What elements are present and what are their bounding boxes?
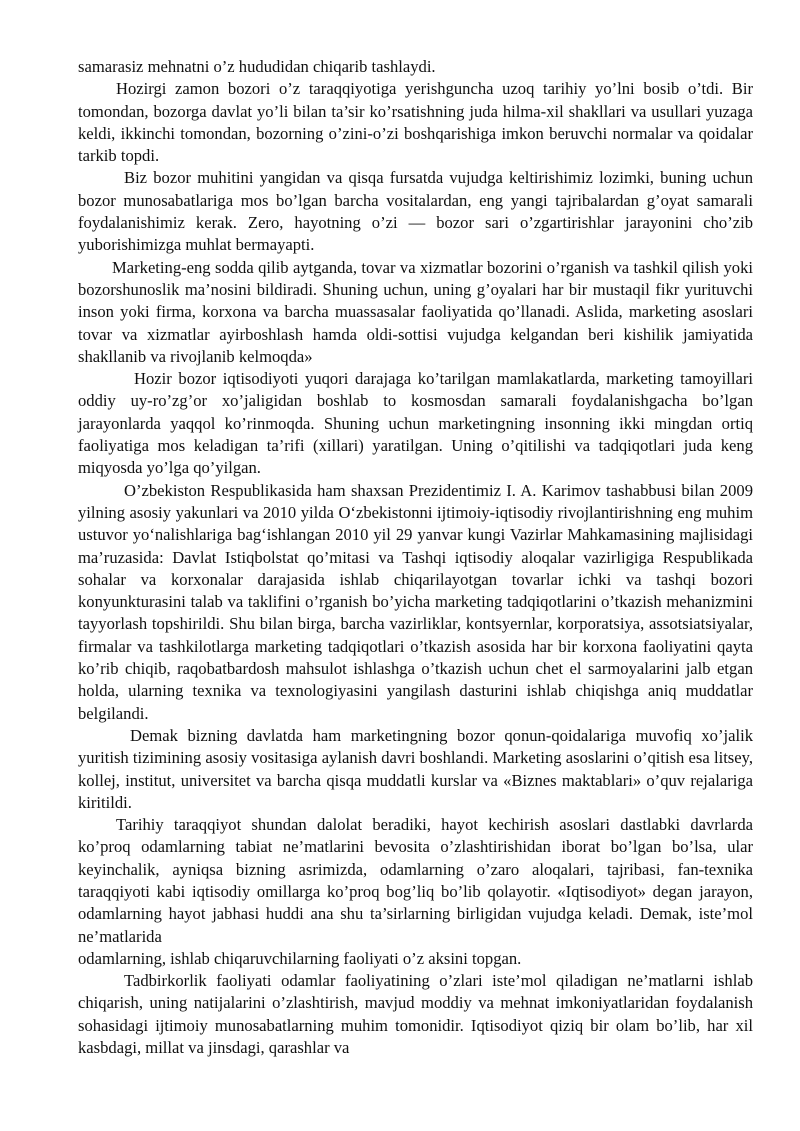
paragraph-10: Tadbirkorlik faoliyati odamlar faoliyatining o’zlari iste’mol qiladigan ne’matlarni ishlab chiqarish, uning natijalarini o’zlashtirish, mavjud moddiy va mehnat imkoniyatlaridan foydalanish sohasidagi ijtimoiy munosabatlarning muhim tomonidir. Iqtisodiyot qiziq bir olam bo’lib, har xil kasbdagi, millat va jinsdagi, qarashlar va: [78, 971, 753, 1058]
paragraph-9: odamlarning, ishlab chiqaruvchilarning faoliyati o’z aksini topgan.: [78, 948, 522, 968]
paragraph-7: Demak bizning davlatda ham marketingning bozor qonun-qoidalariga muvofiq xo’jalik yuritish tizimining asosiy vositasiga aylanish davri boshlandi. Marketing asoslarini o’qitish esa litsey, kollej, institut, universitet va barcha qisqa muddatli kurslar va «Biznes maktablari» o’quv rejalariga kiritildi.: [78, 725, 753, 812]
paragraph-5: Hozir bozor iqtisodiyoti yuqori darajaga ko’tarilgan mamlakatlarda, marketing tamoyillari oddiy uy-ro’zg’or xo’jaligidan boshlab to kosmosdan samarali foydalanishgacha bo’lgan jarayonlarda yaqqol ko’rinmoqda. Shuning uchun marketingning insonning ikki mingdan ortiq faoliyatiga mos keladigan ta’rifi (xillari) yaratilgan. Uning o’qitilishi va tadqiqotlari juda keng miqyosda yo’lga qo’yilgan.: [78, 369, 753, 478]
paragraph-3: Biz bozor muhitini yangidan va qisqa fursatda vujudga keltirishimiz lozimki, buning uchun bozor munosabatlariga mos bo’lgan barcha vositalardan, eng yangi tajribalardan g’oyat samarali foydalanishimiz kerak. Zero, hayotning o’zi — bozor sari o’zgartirishlar jarayonini cho’zib yuborishimizga muhlat bermayapti.: [78, 168, 753, 255]
paragraph-8: Tarihiy taraqqiyot shundan dalolat beradiki, hayot kechirish asoslari dastlabki davrlarda ko’proq odamlarning tabiat ne’matlarini bevosita o’zlashtirishidan iborat bo’lgan bo’lsa, ular keyinchalik, ayniqsa bizning asrimizda, odamlarning o’zaro aloqalari, tajribasi, fan-texnika taraqqiyoti kabi iqtisodiy omillarga ko’proq bog’liq bo’lib qolayotir. «Iqtisodiyot» degan jarayon, odamlarning hayot jabhasi huddi ana shu ta’sirlarning birligidan vujudga keladi. Demak, iste’mol ne’matlarida: [78, 815, 753, 946]
paragraph-4: Marketing-eng sodda qilib aytganda, tovar va xizmatlar bozorini o’rganish va tashkil qilish yoki bozorshunoslik ma’nosini bildiradi. Shuning uchun, uning g’oyalari har bir mustaqil fikr yurituvchi inson yoki firma, korxona va barcha muassasalar faoliyatida qo’llanadi. Aslida, marketing asoslari tovar va xizmatlar ayirboshlash hamda oldi-sottisi vujudga kelgandan beri kishilik jamiyatida shakllanib va rivojlanib kelmoqda»: [78, 257, 753, 366]
document-page: [78, 56, 753, 1059]
paragraph-2: Hozirgi zamon bozori o’z taraqqiyotiga yerishguncha uzoq tarihiy yo’lni bosib o’tdi. Bir tomondan, bozorga davlat yo’li bilan ta’sir ko’rsatishning juda hilma-xil shakllari va usullari yuzaga keldi, ikkinchi tomondan, bozorning o’zini-o’zi boshqarishiga imkon beruvchi normalar va qoidalar tarkib topdi.: [78, 79, 753, 166]
paragraph-1: samarasiz mehnatni o’z hududidan chiqarib tashlaydi.: [78, 57, 436, 76]
paragraph-6: O’zbekiston Respublikasida ham shaxsan Prezidentimiz I. A. Karimov tashabbusi bilan 2009 yilning asosiy yakunlari va 2010 yilda O‘zbekistonni ijtimoiy-iqtisodiy rivojlantirishning eng muhim ustuvor yo‘nalishlariga bag‘ishlangan 2010 yil 29 yanvar kungi Vazirlar Mahkamasining majlisidagi ma’ruzasida: Davlat Istiqbolstat qo’mitasi va Tashqi iqtisodiy aloqalar vazirligiga Respublikada sohalar va korxonalar darajasida ishlab chiqarilayotgan tovarlar ichki va tashqi bozori konyunkturasini talab va taklifini o’rganish bo’yicha marketing tadqiqotlarini o’tkazish mehanizmini tayyorlash topshirildi. Shu bilan birga, barcha vazirliklar, kontsyernlar, korporatsiya, assotsiatsiyalar, firmalar va tashkilotlarga marketing tadqiqotlari o’tkazish asosida har bir korxona faoliyatini qayta ko’rib chiqib, raqobatbardosh mahsulot ishlashga o’tkazish uchun chet el sarmoyalarini jalb etgan holda, ularning texnika va texnologiyasini yangilash dasturini ishlab chiqishga aniq muddatlar belgilandi.: [78, 480, 753, 723]
